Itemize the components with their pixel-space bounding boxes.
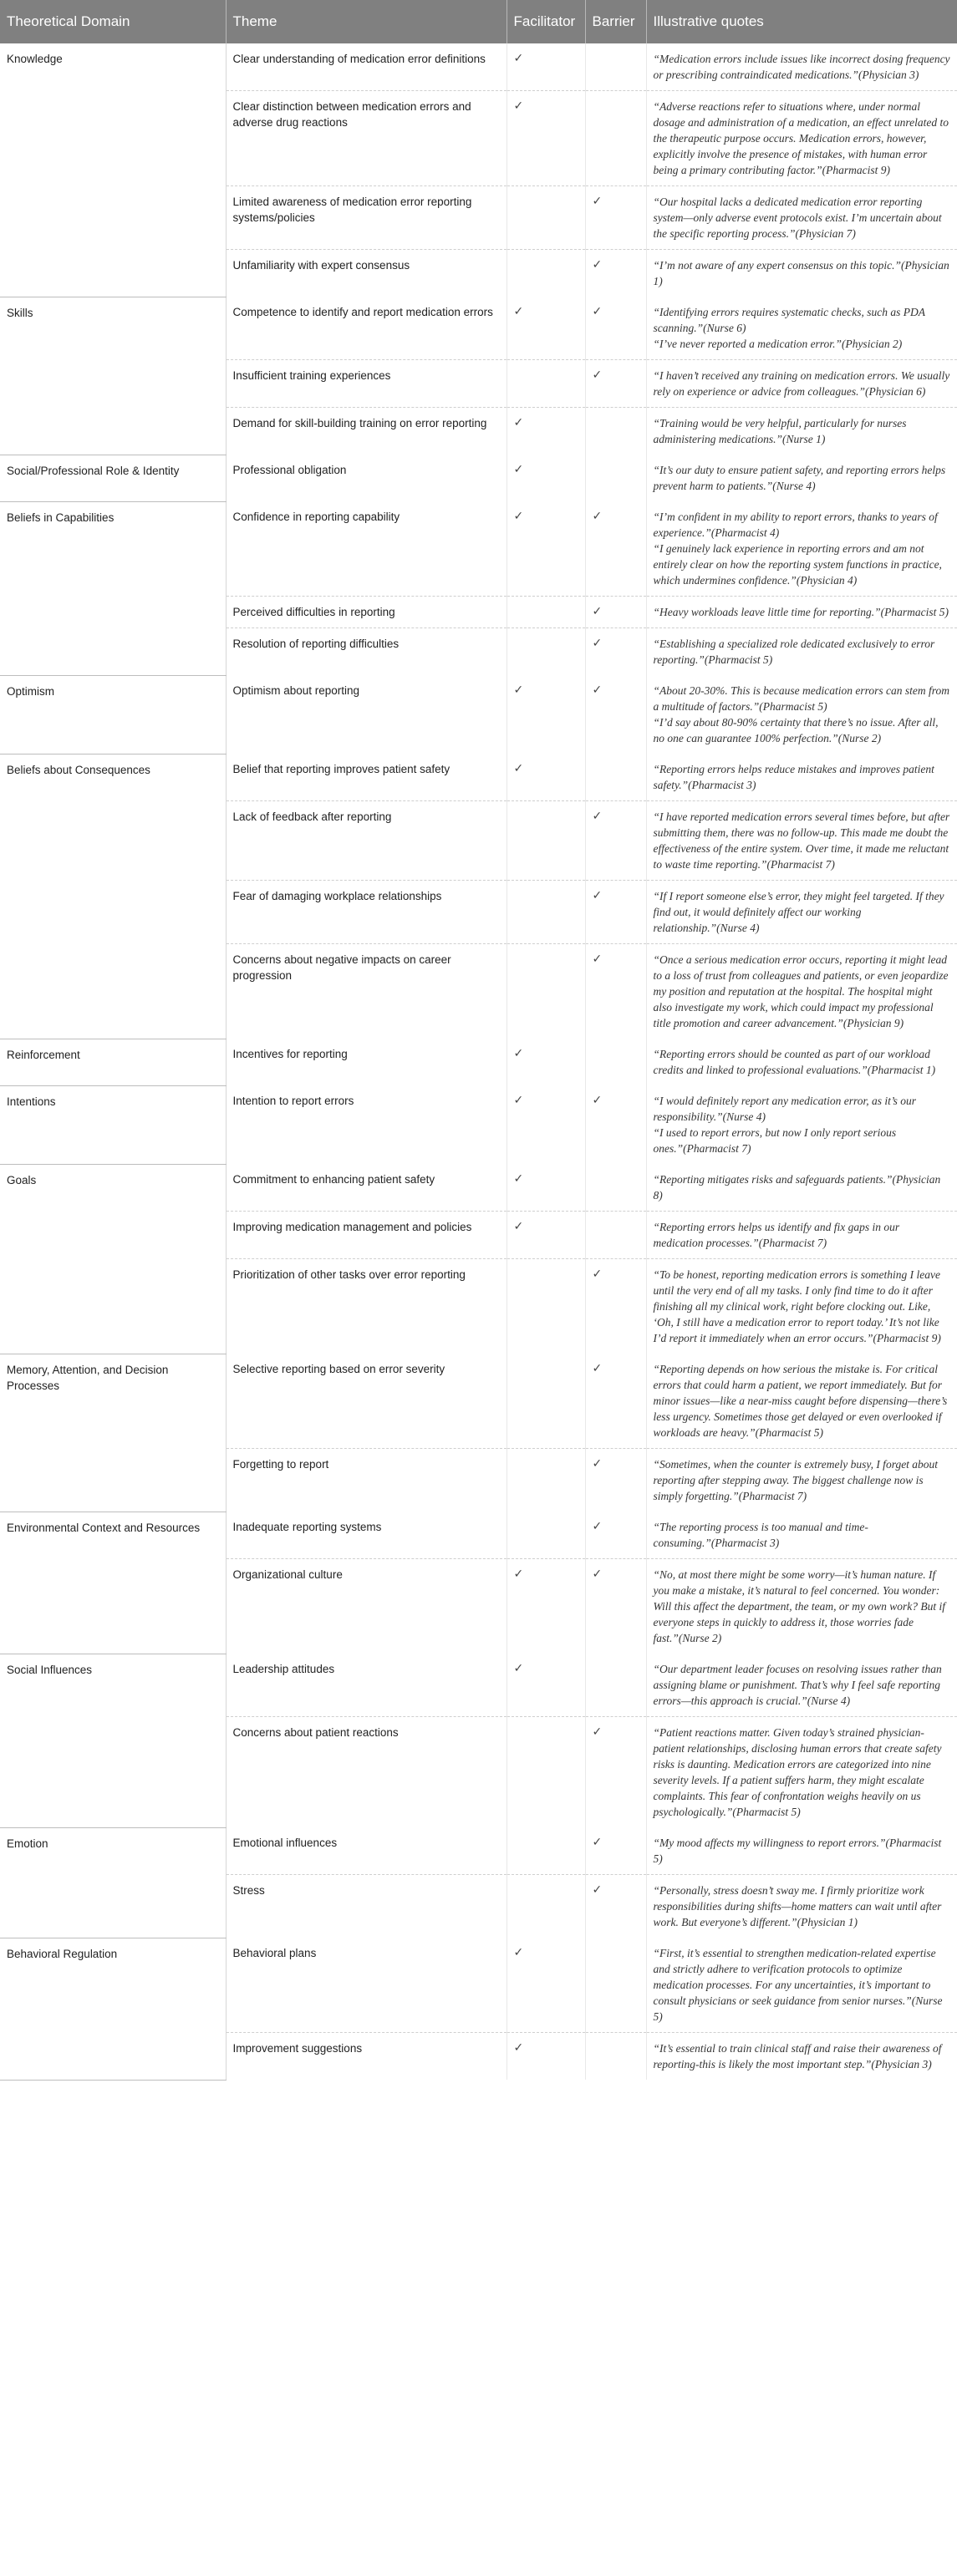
table-row [0, 501, 957, 597]
header-facilitator: Facilitator [506, 0, 585, 43]
quote-cell [646, 1164, 957, 1212]
quote-text: “I have reported medication errors several times before, but after submitting them, there was no follow-up. This made me doubt the effectiveness of the entire system. Over time, it made me reluctant to waste time reporting.”(Pharmacist 7) [653, 810, 950, 871]
quote-cell [646, 1354, 957, 1449]
theme-cell: Intention to report errors [226, 1085, 506, 1164]
theme-cell: Clear understanding of medication error definitions [226, 43, 506, 91]
facilitator-check-cell [506, 675, 585, 754]
quote-cell [646, 1717, 957, 1828]
quote-text: “I haven’t received any training on medication errors. We usually rely on experience or advice from colleagues.”(Physician 6) [653, 369, 950, 398]
quote-cell [646, 1085, 957, 1164]
facilitator-check-cell [506, 250, 585, 297]
theme-cell: Perceived difficulties in reporting [226, 597, 506, 628]
domain-cell: Beliefs in Capabilities [0, 501, 226, 675]
barrier-check-cell [585, 1827, 646, 1875]
barrier-check-cell [585, 754, 646, 801]
theme-cell: Selective reporting based on error severity [226, 1354, 506, 1449]
facilitator-check-cell [506, 501, 585, 597]
quote-text: “Sometimes, when the counter is extremely busy, I forget about reporting after stepping away. The biggest challenge now is simply forgetting.”(Pharmacist 7) [653, 1458, 939, 1502]
facilitator-check-cell [506, 1354, 585, 1449]
check-icon: ✓ [513, 1662, 524, 1675]
facilitator-check-cell [506, 43, 585, 91]
domain-cell: Social/Professional Role & Identity [0, 455, 226, 501]
theme-cell: Improving medication management and policies [226, 1212, 506, 1259]
barrier-check-cell [585, 1512, 646, 1559]
barrier-check-cell [585, 675, 646, 754]
quote-cell [646, 455, 957, 501]
barrier-check-cell [585, 881, 646, 944]
facilitator-check-cell [506, 1938, 585, 2033]
quote-cell [646, 501, 957, 597]
quote-text: “It’s essential to train clinical staff and raise their awareness of reporting-this is likely the most important step.”(Physician 3) [653, 2042, 942, 2070]
barrier-check-cell [585, 43, 646, 91]
facilitator-check-cell [506, 360, 585, 408]
quote-cell [646, 754, 957, 801]
quote-cell [646, 1938, 957, 2033]
facilitator-check-cell [506, 1875, 585, 1938]
theme-cell: Behavioral plans [226, 1938, 506, 2033]
quote-cell [646, 250, 957, 297]
check-icon: ✓ [513, 683, 524, 697]
facilitator-check-cell [506, 2033, 585, 2081]
quote-cell [646, 1512, 957, 1559]
table-row [0, 1512, 957, 1559]
domain-cell: Emotion [0, 1827, 226, 1938]
quote-cell [646, 597, 957, 628]
theme-cell: Resolution of reporting difficulties [226, 628, 506, 676]
quote-text: “I used to report errors, but now I only report serious ones.”(Pharmacist 7) [653, 1126, 897, 1155]
quote-text: “Once a serious medication error occurs, reporting it might lead to a loss of trust from colleagues and patients, or even jeopardize my position and reputation at the hospital. The hospital might also investigate my work, which could impact my professional title promotion and career advancement.”(Physician 9) [653, 953, 949, 1029]
facilitator-check-cell [506, 881, 585, 944]
check-icon: ✓ [592, 1836, 603, 1849]
table-row [0, 43, 957, 91]
quote-cell [646, 944, 957, 1039]
check-icon: ✓ [592, 195, 603, 208]
barrier-check-cell [585, 186, 646, 250]
table-row [0, 1164, 957, 1212]
table-row [0, 455, 957, 501]
barrier-check-cell [585, 1212, 646, 1259]
check-icon: ✓ [592, 953, 603, 966]
barrier-check-cell [585, 297, 646, 360]
check-icon: ✓ [592, 605, 603, 618]
quote-text: “Medication errors include issues like incorrect dosing frequency or prescribing contraindicated medications.”(Physician 3) [653, 53, 950, 81]
quote-text: “I’m not aware of any expert consensus on this topic.”(Physician 1) [653, 259, 949, 287]
check-icon: ✓ [513, 762, 524, 775]
quote-cell [646, 1654, 957, 1717]
quote-text: “Heavy workloads leave little time for reporting.”(Pharmacist 5) [653, 606, 949, 618]
barrier-check-cell [585, 91, 646, 186]
facilitator-check-cell [506, 408, 585, 455]
table-row [0, 1039, 957, 1085]
check-icon: ✓ [513, 463, 524, 476]
theme-cell: Concerns about patient reactions [226, 1717, 506, 1828]
check-icon: ✓ [592, 1725, 603, 1739]
table-row [0, 1827, 957, 1875]
check-icon: ✓ [513, 2041, 524, 2055]
table-row [0, 1354, 957, 1449]
facilitator-check-cell [506, 1039, 585, 1085]
quote-text: “Establishing a specialized role dedicated exclusively to error reporting.”(Pharmacist 5) [653, 638, 935, 666]
check-icon: ✓ [592, 510, 603, 523]
header-barrier: Barrier [585, 0, 646, 43]
barrier-check-cell [585, 1717, 646, 1828]
facilitator-check-cell [506, 1654, 585, 1717]
theme-cell: Fear of damaging workplace relationships [226, 881, 506, 944]
check-icon: ✓ [513, 52, 524, 65]
theme-cell: Professional obligation [226, 455, 506, 501]
quote-cell [646, 360, 957, 408]
check-icon: ✓ [592, 637, 603, 650]
theme-cell: Competence to identify and report medication errors [226, 297, 506, 360]
quote-text: “Reporting errors should be counted as part of our workload credits and linked to professional evaluations.”(Pharmacist 1) [653, 1048, 936, 1076]
facilitator-check-cell [506, 1827, 585, 1875]
barrier-check-cell [585, 1085, 646, 1164]
quote-text: “About 20-30%. This is because medication errors can stem from a multitude of factors.”(Pharmacist 5) [653, 684, 949, 713]
domain-cell: Intentions [0, 1085, 226, 1164]
check-icon: ✓ [592, 368, 603, 382]
theme-cell: Clear distinction between medication errors and adverse drug reactions [226, 91, 506, 186]
facilitator-check-cell [506, 91, 585, 186]
table-row [0, 1085, 957, 1164]
quote-cell [646, 297, 957, 360]
facilitator-check-cell [506, 1717, 585, 1828]
facilitator-check-cell [506, 1559, 585, 1654]
check-icon: ✓ [513, 416, 524, 429]
theme-cell: Emotional influences [226, 1827, 506, 1875]
facilitator-check-cell [506, 1512, 585, 1559]
quote-cell [646, 1212, 957, 1259]
quote-cell [646, 1449, 957, 1512]
check-icon: ✓ [592, 1094, 603, 1107]
domain-cell: Environmental Context and Resources [0, 1512, 226, 1654]
quote-text: “I’m confident in my ability to report errors, thanks to years of experience.”(Pharmacist 4) [653, 511, 938, 539]
domain-cell: Social Influences [0, 1654, 226, 1827]
check-icon: ✓ [513, 99, 524, 113]
quote-cell [646, 43, 957, 91]
quote-cell [646, 91, 957, 186]
quote-cell [646, 881, 957, 944]
quote-text: “The reporting process is too manual and time-consuming.”(Pharmacist 3) [653, 1521, 868, 1549]
facilitator-check-cell [506, 1259, 585, 1354]
theme-cell: Leadership attitudes [226, 1654, 506, 1717]
facilitator-check-cell [506, 597, 585, 628]
table-row [0, 675, 957, 754]
domain-cell: Knowledge [0, 43, 226, 297]
quote-text: “It’s our duty to ensure patient safety, and reporting errors helps prevent harm to patients.”(Nurse 4) [653, 464, 946, 492]
check-icon: ✓ [513, 1946, 524, 1959]
quote-cell [646, 675, 957, 754]
quote-text: “Reporting errors helps reduce mistakes and improves patient safety.”(Pharmacist 3) [653, 763, 934, 791]
domain-cell: Optimism [0, 675, 226, 754]
check-icon: ✓ [513, 1094, 524, 1107]
check-icon: ✓ [592, 1268, 603, 1281]
quote-cell [646, 1875, 957, 1938]
domain-cell: Skills [0, 297, 226, 455]
quote-cell [646, 2033, 957, 2081]
check-icon: ✓ [513, 1220, 524, 1233]
quote-cell [646, 1039, 957, 1085]
quote-text: “I’ve never reported a medication error.”(Physician 2) [653, 338, 903, 350]
quote-text: “Our department leader focuses on resolving issues rather than assigning blame or punishment. That’s why I feel safe reporting errors—this approach is crucial.”(Nurse 4) [653, 1663, 942, 1707]
quote-text: “Reporting errors helps us identify and fix gaps in our medication processes.”(Pharmacist 7) [653, 1221, 900, 1249]
theme-cell: Concerns about negative impacts on career progression [226, 944, 506, 1039]
table-body [0, 43, 957, 2080]
check-icon: ✓ [592, 810, 603, 823]
barrier-check-cell [585, 1449, 646, 1512]
quote-text: “Reporting mitigates risks and safeguards patients.”(Physician 8) [653, 1173, 941, 1202]
barrier-check-cell [585, 360, 646, 408]
table-row [0, 1654, 957, 1717]
check-icon: ✓ [592, 1520, 603, 1533]
domain-cell: Beliefs about Consequences [0, 754, 226, 1039]
barrier-check-cell [585, 597, 646, 628]
check-icon: ✓ [592, 1883, 603, 1897]
theme-cell: Incentives for reporting [226, 1039, 506, 1085]
barrier-check-cell [585, 1559, 646, 1654]
quote-text: “I genuinely lack experience in reporting errors and am not entirely clear on how the reporting system functions in practice, which undermines confidence.”(Physician 4) [653, 542, 942, 587]
barrier-check-cell [585, 250, 646, 297]
theme-cell: Unfamiliarity with expert consensus [226, 250, 506, 297]
quote-cell [646, 408, 957, 455]
facilitator-check-cell [506, 754, 585, 801]
theme-cell: Stress [226, 1875, 506, 1938]
check-icon: ✓ [592, 1567, 603, 1581]
quote-text: “No, at most there might be some worry—it’s human nature. If you make a mistake, it’s natural to feel concerned. You wonder: Will this affect the department, the team, or my own work? But if everyone steps in quickly to address it, those worries fade fast.”(Nurse 2) [653, 1568, 945, 1644]
quote-text: “My mood affects my willingness to report errors.”(Pharmacist 5) [653, 1837, 942, 1865]
check-icon: ✓ [513, 1172, 524, 1186]
theme-cell: Demand for skill-building training on error reporting [226, 408, 506, 455]
barrier-check-cell [585, 1259, 646, 1354]
quote-cell [646, 801, 957, 881]
header-theme: Theme [226, 0, 506, 43]
check-icon: ✓ [592, 258, 603, 272]
check-icon: ✓ [592, 305, 603, 318]
theme-cell: Optimism about reporting [226, 675, 506, 754]
barrier-check-cell [585, 1938, 646, 2033]
theme-cell: Inadequate reporting systems [226, 1512, 506, 1559]
check-icon: ✓ [592, 1457, 603, 1471]
header-quotes: Illustrative quotes [646, 0, 957, 43]
barrier-check-cell [585, 501, 646, 597]
quote-text: “I would definitely report any medication error, as it’s our responsibility.”(Nurse 4) [653, 1095, 916, 1123]
theme-cell: Forgetting to report [226, 1449, 506, 1512]
facilitator-check-cell [506, 186, 585, 250]
facilitator-check-cell [506, 1449, 585, 1512]
check-icon: ✓ [592, 683, 603, 697]
check-icon: ✓ [513, 1047, 524, 1060]
theme-cell: Confidence in reporting capability [226, 501, 506, 597]
quote-text: “To be honest, reporting medication errors is something I leave until the very end of all my tasks. I only find time to do it after finishing all my clinical work, right before clocking out. Like, ‘Oh, I still have a medication error to report today.’ It’s not like I’d report it immediately when an error occurs.”(Pharmacist 9) [653, 1268, 941, 1344]
quote-text: “Adverse reactions refer to situations where, under normal dosage and administration of a medication, an effect unrelated to the therapeutic purpose occurs. Medication errors, however, explicitly involve the presence of mistakes, with human error being a primary contributing factor.”(Pharmacist 9) [653, 100, 949, 176]
table-row [0, 1938, 957, 2033]
domain-cell: Behavioral Regulation [0, 1938, 226, 2080]
facilitator-check-cell [506, 455, 585, 501]
check-icon: ✓ [513, 510, 524, 523]
facilitator-check-cell [506, 628, 585, 676]
quote-text: “Training would be very helpful, particularly for nurses administering medications.”(Nurse 1) [653, 417, 907, 445]
header-row [0, 0, 957, 43]
quote-text: “Identifying errors requires systematic checks, such as PDA scanning.”(Nurse 6) [653, 306, 925, 334]
theme-cell: Limited awareness of medication error reporting systems/policies [226, 186, 506, 250]
header-domain: Theoretical Domain [0, 0, 226, 43]
quote-text: “Our hospital lacks a dedicated medication error reporting system—only adverse event protocols exist. I’m uncertain about the specific reporting process.”(Physician 7) [653, 196, 942, 240]
quote-cell [646, 1827, 957, 1875]
facilitator-check-cell [506, 1085, 585, 1164]
theme-cell: Organizational culture [226, 1559, 506, 1654]
theme-cell: Commitment to enhancing patient safety [226, 1164, 506, 1212]
check-icon: ✓ [592, 1362, 603, 1375]
facilitator-check-cell [506, 297, 585, 360]
facilitator-check-cell [506, 801, 585, 881]
quote-text: “First, it’s essential to strengthen medication-related expertise and strictly adhere to verification protocols to optimize medication processes. For any uncertainties, it’s important to consult physicians or seek guidance from senior nurses.”(Nurse 5) [653, 1947, 943, 2023]
domain-cell: Reinforcement [0, 1039, 226, 1085]
check-icon: ✓ [513, 1567, 524, 1581]
table-row [0, 754, 957, 801]
domain-cell: Memory, Attention, and Decision Processes [0, 1354, 226, 1512]
theme-cell: Insufficient training experiences [226, 360, 506, 408]
quote-text: “I’d say about 80-90% certainty that there’s no issue. After all, no one can guarantee 100% perfection.”(Nurse 2) [653, 716, 939, 744]
barrier-check-cell [585, 408, 646, 455]
theme-cell: Lack of feedback after reporting [226, 801, 506, 881]
quote-cell [646, 1259, 957, 1354]
barrier-check-cell [585, 1354, 646, 1449]
theme-cell: Improvement suggestions [226, 2033, 506, 2081]
barrier-check-cell [585, 2033, 646, 2081]
facilitator-check-cell [506, 1212, 585, 1259]
domain-cell: Goals [0, 1164, 226, 1354]
theme-cell: Prioritization of other tasks over error reporting [226, 1259, 506, 1354]
table-row [0, 297, 957, 360]
quote-cell [646, 1559, 957, 1654]
barrier-check-cell [585, 1875, 646, 1938]
barrier-check-cell [585, 801, 646, 881]
barrier-check-cell [585, 628, 646, 676]
check-icon: ✓ [513, 305, 524, 318]
quote-text: “If I report someone else’s error, they might feel targeted. If they find out, it would definitely affect our working relationship.”(Nurse 4) [653, 890, 944, 934]
quote-text: “Reporting depends on how serious the mistake is. For critical errors that could harm a patient, we report immediately. But for minor issues—like a near-miss caught before dispensing—there’s less urgency. Sometimes those get delayed or even overlooked if workloads are heavy.”(Pharmacist 5) [653, 1363, 948, 1439]
quote-cell [646, 186, 957, 250]
barrier-check-cell [585, 1654, 646, 1717]
barrier-check-cell [585, 1164, 646, 1212]
quote-text: “Patient reactions matter. Given today’s strained physician-patient relationships, disclosing human errors that create safety risks is daunting. Medication errors are categorized into nine severity levels. If a patient suffers harm, they might escalate complaints. This fear of confrontation weighs heavily on us psychologically.”(Pharmacist 5) [653, 1726, 942, 1818]
quote-text: “Personally, stress doesn’t sway me. I firmly prioritize work responsibilities during shifts—home matters can wait until after work. But everyone’s different.”(Physician 1) [653, 1884, 942, 1928]
facilitator-check-cell [506, 1164, 585, 1212]
facilitator-check-cell [506, 944, 585, 1039]
quote-cell [646, 628, 957, 676]
barrier-check-cell [585, 1039, 646, 1085]
barrier-check-cell [585, 455, 646, 501]
check-icon: ✓ [592, 889, 603, 902]
theme-cell: Belief that reporting improves patient safety [226, 754, 506, 801]
barrier-check-cell [585, 944, 646, 1039]
